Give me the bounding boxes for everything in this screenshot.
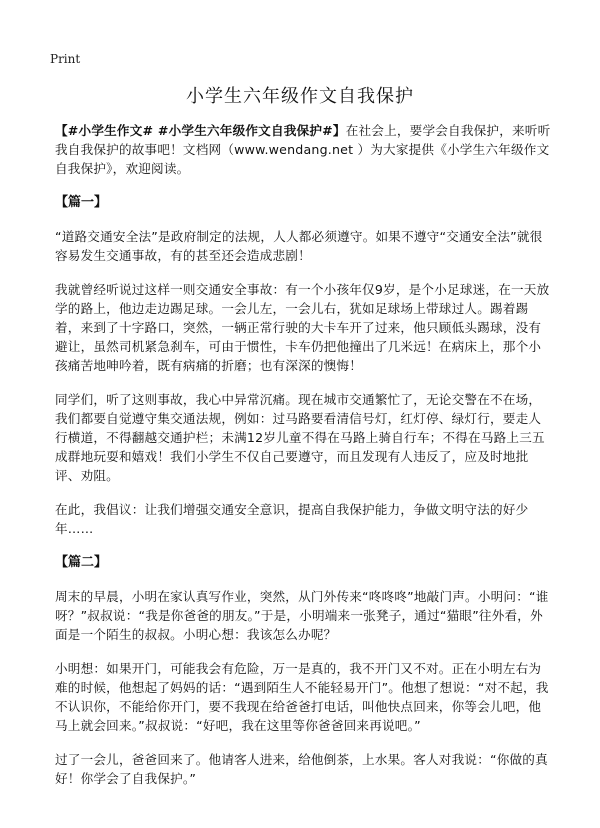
intro-text: 在社会上，要学会自我保护，来听听我自我保护的故事吧！文档网（www.wendang.net ）为大家提供《小学生六年级作文自我保护》，欢迎阅读。 — [55, 123, 551, 176]
section-1-paragraph-1: “道路交通安全法”是政府制定的法规，人人都必须遵守。如果不遵守“交通安全法”就很容易发生交通事故，有的甚至还会造成悲剧！ — [55, 229, 543, 263]
section-2-paragraph-3: 过了一会儿，爸爸回来了。他请客人进来，给他倒茶，上水果。客人对我说：“你做的真好！你学会了自我保护。” — [55, 752, 548, 786]
section-1-paragraph-4: 在此，我倡议：让我们增强交通安全意识，提高自我保护能力，争做文明守法的好少年…… — [55, 502, 529, 536]
section-1-paragraph-3: 同学们，听了这则事故，我心中异常沉痛。现在城市交通繁忙了，无论交警在不在场，我们都要自觉遵守集交通法规，例如：过马路要看清信号灯，红灯停、绿灯行，要走人行横道，不得翻越交通护栏；未满12岁儿童不得在马路上骑自行车；不得在马路上三五成群地玩耍和嬉戏！我们小学生不仅自己要遵守，而且发现有人违反了，应及时地批评、劝阻。 — [55, 392, 545, 483]
intro-tag: 【#小学生作文# #小学生六年级作文自我保护#】 — [55, 123, 346, 138]
print-link[interactable]: Print — [50, 52, 81, 66]
section-1-heading: 【篇一】 — [55, 195, 108, 210]
section-2-paragraph-1: 周末的早晨，小明在家认真写作业，突然，从门外传来“咚咚咚”地敲门声。小明问：“谁呀？”叔叔说：“我是你爸爸的朋友。”于是，小明端来一张凳子，通过“猫眼”往外看，外面是一个陌生的叔叔。小明心想：我该怎么办呢？ — [55, 589, 549, 642]
section-2-heading: 【篇二】 — [55, 555, 108, 570]
article-content — [55, 121, 551, 803]
section-2-paragraph-2: 小明想：如果开门，可能我会有危险，万一是真的，我不开门又不对。正在小明左右为难的时候，他想起了妈妈的话：“遇到陌生人不能轻易开门”。他想了想说：“对不起，我不认识你，不能给你开门，要不我现在给爸爸打电话，叫他快点回来，你等会儿吧，他马上就会回来。”叔叔说：“好吧，我在这里等你爸爸回来再说吧。” — [55, 661, 549, 733]
section-1-paragraph-2: 我就曾经听说过这样一则交通安全事故：有一个小孩年仅9岁，是个小足球迷，在一天放学的路上，他边走边踢足球。一会儿左，一会儿右，犹如足球场上带球过人。踢着踢着，来到了十字路口，突然，一辆正常行驶的大卡车开了过来，他只顾低头踢球，没有避让，虽然司机紧急刹车，可由于惯性，卡车仍把他撞出了几米远！在病床上，那个小孩痛苦地呻吟着，既有病痛的折磨；也有深深的懊悔！ — [55, 282, 550, 373]
intro-paragraph — [55, 121, 551, 178]
page-title: 小学生六年级作文自我保护 — [186, 86, 414, 107]
